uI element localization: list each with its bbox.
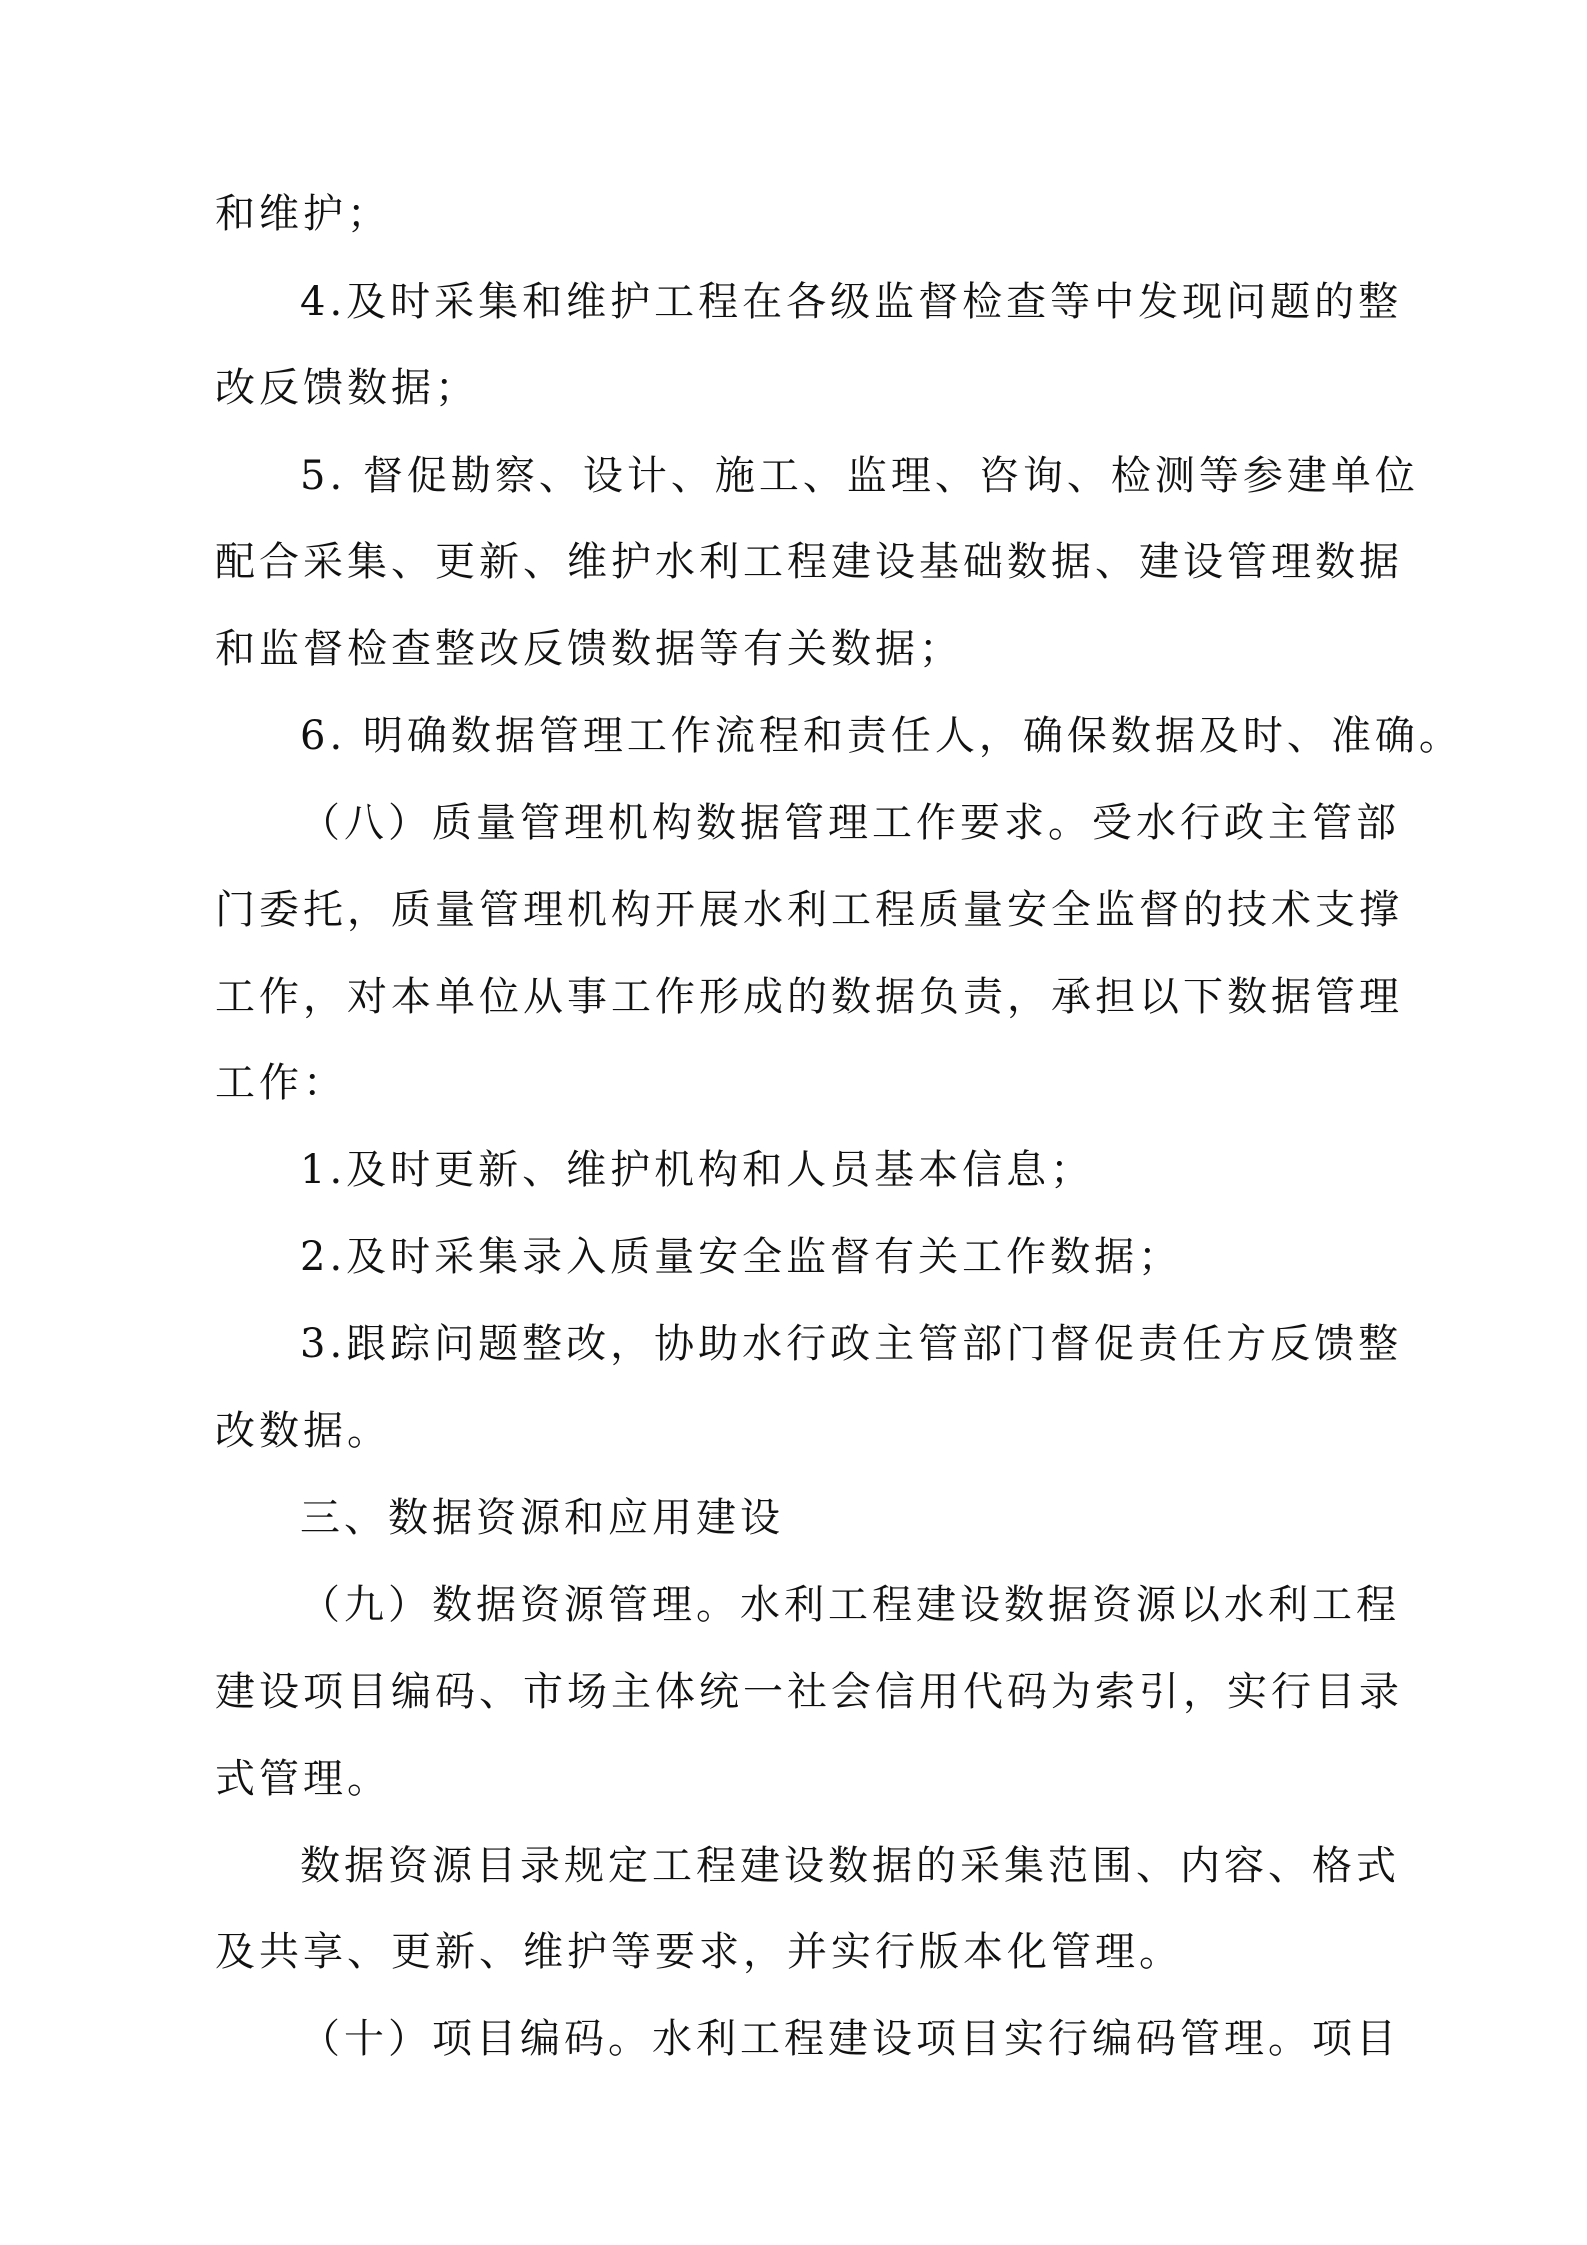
text-line-15: 改数据。: [215, 1408, 391, 1454]
text-line-17: （九）数据资源管理。水利工程建设数据资源以水利工程: [300, 1582, 1400, 1628]
text-line-12: 1.及时更新、维护机构和人员基本信息；: [300, 1147, 1095, 1193]
text-line-9: 门委托，质量管理机构开展水利工程质量安全监督的技术支撑: [215, 887, 1403, 933]
text-line-4: 5. 督促勘察、设计、施工、监理、咨询、检测等参建单位: [300, 453, 1419, 499]
text-line-8: （八）质量管理机构数据管理工作要求。受水行政主管部: [300, 800, 1400, 846]
text-line-14: 3.跟踪问题整改，协助水行政主管部门督促责任方反馈整: [300, 1321, 1403, 1367]
text-line-6: 和监督检查整改反馈数据等有关数据；: [215, 626, 963, 672]
text-line-2: 4.及时采集和维护工程在各级监督检查等中发现问题的整: [300, 279, 1403, 325]
text-line-3: 改反馈数据；: [215, 365, 479, 411]
text-line-20: 数据资源目录规定工程建设数据的采集范围、内容、格式: [300, 1843, 1400, 1889]
section-heading: 三、数据资源和应用建设: [300, 1495, 784, 1541]
text-line-21: 及共享、更新、维护等要求，并实行版本化管理。: [215, 1929, 1183, 1975]
text-line-19: 式管理。: [215, 1756, 391, 1802]
text-line-13: 2.及时采集录入质量安全监督有关工作数据；: [300, 1234, 1183, 1280]
text-line-7: 6. 明确数据管理工作流程和责任人，确保数据及时、准确。: [300, 713, 1463, 759]
text-line-5: 配合采集、更新、维护水利工程建设基础数据、建设管理数据: [215, 539, 1403, 585]
text-line-1: 和维护；: [215, 191, 391, 237]
text-line-11: 工作：: [215, 1060, 347, 1106]
text-line-22: （十）项目编码。水利工程建设项目实行编码管理。项目: [300, 2016, 1400, 2062]
text-line-18: 建设项目编码、市场主体统一社会信用代码为索引，实行目录: [215, 1669, 1403, 1715]
text-line-10: 工作，对本单位从事工作形成的数据负责，承担以下数据管理: [215, 974, 1403, 1020]
